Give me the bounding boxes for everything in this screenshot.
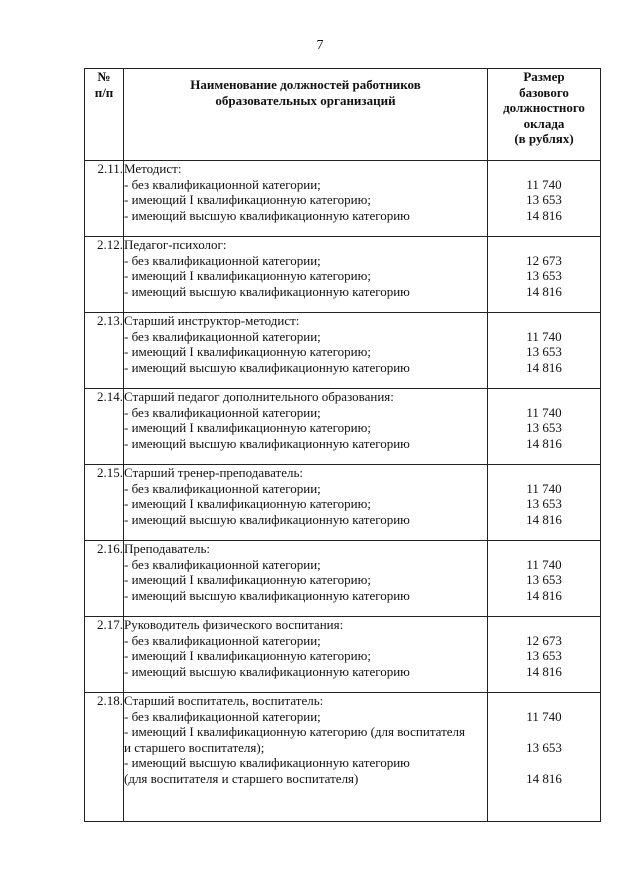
category-item: - имеющий I квалификационную категорию;	[124, 572, 371, 587]
row-number: 2.12.	[85, 237, 124, 313]
salary-value: 14 816	[526, 283, 562, 299]
position-title: Старший педагог дополнительного образования:	[124, 389, 394, 404]
salary-value: 14 816	[526, 587, 562, 603]
row-number: 2.13.	[85, 313, 124, 389]
salary-value: 12 673	[526, 252, 562, 268]
salary-value: 11 740	[526, 708, 562, 724]
salary-table	[84, 68, 601, 822]
row-salary	[488, 313, 601, 389]
salary-value: 11 740	[526, 328, 562, 344]
row-description	[124, 465, 488, 541]
table-header-row	[85, 69, 601, 161]
category-item: - имеющий I квалификационную категорию;	[124, 192, 371, 207]
page-number: 7	[316, 38, 324, 53]
salary-value: 13 653	[526, 739, 562, 755]
table-row	[85, 389, 601, 465]
salary-value: 14 816	[526, 511, 562, 527]
category-item: - имеющий высшую квалификационную категорию	[124, 663, 410, 679]
header-salary: Размер базового должностного оклада (в рублях)	[488, 69, 601, 161]
salary-value: 13 653	[526, 420, 562, 435]
salary-value: 13 653	[526, 344, 562, 359]
category-item: - имеющий высшую квалификационную категорию	[124, 207, 410, 223]
row-number: 2.14.	[85, 389, 124, 465]
row-number: 2.17.	[85, 617, 124, 693]
position-title: Педагог-психолог:	[124, 237, 227, 252]
table-row	[85, 541, 601, 617]
salary-value: 12 673	[526, 632, 562, 648]
category-item: - без квалификационной категории;	[124, 480, 321, 496]
row-salary	[488, 617, 601, 693]
row-salary	[488, 693, 601, 822]
position-title: Методист:	[124, 161, 182, 176]
row-description	[124, 237, 488, 313]
position-title: Старший воспитатель, воспитатель:	[124, 693, 324, 708]
salary-value: 14 816	[526, 207, 562, 223]
table-row	[85, 237, 601, 313]
row-salary	[488, 161, 601, 237]
category-item: - без квалификационной категории;	[124, 328, 321, 344]
row-salary	[488, 237, 601, 313]
category-item: - имеющий I квалификационную категорию;	[124, 344, 371, 359]
salary-value: 11 740	[526, 480, 562, 496]
category-item: - имеющий I квалификационную категорию (для воспитателя	[124, 724, 466, 739]
row-description	[124, 617, 488, 693]
salary-value: 14 816	[526, 359, 562, 375]
category-item: - без квалификационной категории;	[124, 556, 321, 572]
category-item: - имеющий I квалификационную категорию;	[124, 648, 371, 663]
table-row	[85, 161, 601, 237]
category-item: - имеющий I квалификационную категорию;	[124, 268, 371, 283]
salary-value: 11 740	[526, 404, 562, 420]
table-row	[85, 465, 601, 541]
row-description	[124, 313, 488, 389]
salary-value: 13 653	[526, 268, 562, 283]
category-item: - без квалификационной категории;	[124, 632, 321, 648]
salary-value: 14 816	[526, 770, 562, 786]
table-row	[85, 313, 601, 389]
table-row	[85, 617, 601, 693]
row-salary	[488, 541, 601, 617]
salary-value: 13 653	[526, 648, 562, 663]
category-item: - имеющий высшую квалификационную категорию	[124, 359, 410, 375]
position-title: Старший инструктор-методист:	[124, 313, 300, 328]
salary-value: 14 816	[526, 435, 562, 451]
category-item: - имеющий высшую квалификационную категорию	[124, 511, 410, 527]
row-number: 2.16.	[85, 541, 124, 617]
row-description	[124, 161, 488, 237]
row-salary	[488, 389, 601, 465]
position-title: Старший тренер-преподаватель:	[124, 465, 304, 480]
salary-value: 14 816	[526, 663, 562, 679]
row-number: 2.11.	[85, 161, 124, 237]
header-number: № п/п	[85, 69, 124, 161]
category-item: - без квалификационной категории;	[124, 708, 321, 724]
salary-value: 13 653	[526, 192, 562, 207]
row-number: 2.15.	[85, 465, 124, 541]
category-item: - без квалификационной категории;	[124, 176, 321, 192]
salary-value: 13 653	[526, 572, 562, 587]
row-description	[124, 389, 488, 465]
table-row	[85, 693, 601, 822]
category-item-continued: и старшего воспитателя);	[124, 739, 265, 755]
category-item: - имеющий высшую квалификационную категорию	[124, 587, 410, 603]
category-item: - имеющий высшую квалификационную категорию	[124, 283, 410, 299]
salary-value: 11 740	[526, 556, 562, 572]
row-description	[124, 693, 488, 822]
category-item: - имеющий высшую квалификационную категорию	[124, 435, 410, 451]
row-number: 2.18.	[85, 693, 124, 822]
position-title: Преподаватель:	[124, 541, 211, 556]
row-salary	[488, 465, 601, 541]
category-item: - имеющий I квалификационную категорию;	[124, 496, 371, 511]
position-title: Руководитель физического воспитания:	[124, 617, 344, 632]
category-item: - имеющий высшую квалификационную категорию	[124, 755, 410, 770]
salary-value: 13 653	[526, 496, 562, 511]
header-position-name: Наименование должностей работников образовательных организаций	[124, 69, 488, 161]
category-item: - без квалификационной категории;	[124, 252, 321, 268]
category-item: - без квалификационной категории;	[124, 404, 321, 420]
category-item: - имеющий I квалификационную категорию;	[124, 420, 371, 435]
salary-value: 11 740	[526, 176, 562, 192]
category-item-continued: (для воспитателя и старшего воспитателя)	[124, 770, 359, 786]
row-description	[124, 541, 488, 617]
